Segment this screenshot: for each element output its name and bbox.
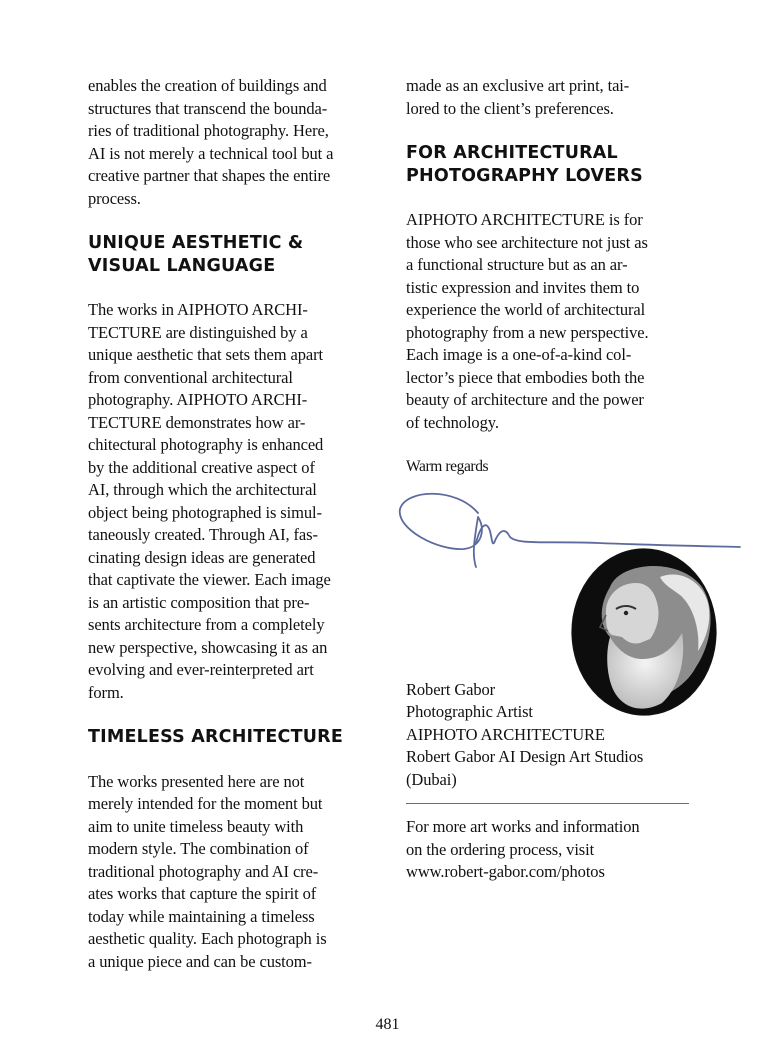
- closing-text: Warm regards: [406, 458, 489, 475]
- right-column: [406, 75, 696, 884]
- divider: [406, 803, 689, 804]
- continuation-paragraph: made as an exclusive art print, tai- lored to the client’s preferences.: [406, 76, 630, 118]
- signer-studio: Robert Gabor AI Design Art Studios: [406, 747, 644, 766]
- signature-area: [406, 479, 696, 679]
- photography-lovers-paragraph: AIPHOTO ARCHITECTURE is for those who see architecture not just as a functional structure but as an ar- tistic expression and invites them to experience the world of architectural photography from a new perspective. Each image is a one-of-a-kind col- lector’s piece that embodies both the beauty of architecture and the power of technology.: [406, 210, 649, 432]
- section-heading-timeless-architecture: TIMELESS ARCHITECTURE: [88, 727, 343, 747]
- signer-project: AIPHOTO ARCHITECTURE: [406, 724, 605, 744]
- page-number: 481: [375, 1016, 400, 1033]
- signer-role: Photographic Artist: [406, 702, 533, 721]
- section-heading-unique-aesthetic: UNIQUE AESTHETIC & VISUAL LANGUAGE: [88, 233, 304, 276]
- signer-name: Robert Gabor: [406, 679, 496, 699]
- signer-location: (Dubai): [406, 769, 457, 789]
- intro-paragraph: enables the creation of buildings and structures that transcend the bounda- ries of traditional photography. Here, AI is not merely a technical tool but a creative partner that shapes the entire process.: [88, 76, 334, 208]
- unique-aesthetic-paragraph: The works in AIPHOTO ARCHI- TECTURE are distinguished by a unique aesthetic that sets them apart from conventional architectural photography. AIPHOTO ARCHI- TECTURE demonstrates how ar- chitectural photography is enhanced by the additional creative aspect of AI, through which the architectural object being photographed is simul- taneously created. Through AI, fas- cinating design ideas are generated that captivate the viewer. Each image is an artistic composition that pre- sents architecture from a completely new perspective, showcasing it as an evolving and ever-reinterpreted art form.: [88, 300, 331, 702]
- left-column: [88, 75, 370, 973]
- contact-paragraph: For more art works and information on the ordering process, visit www.robert-gabor.com/photos: [406, 817, 640, 881]
- timeless-architecture-paragraph: The works presented here are not merely intended for the moment but aim to unite timeless beauty with modern style. The combination of traditional photography and AI cre- ates works that capture the spirit of today while maintaining a timeless aesthetic quality. Each photograph is a unique piece and can be custom-: [88, 771, 327, 971]
- section-heading-photography-lovers: FOR ARCHITECTURAL PHOTOGRAPHY LOVERS: [406, 143, 643, 186]
